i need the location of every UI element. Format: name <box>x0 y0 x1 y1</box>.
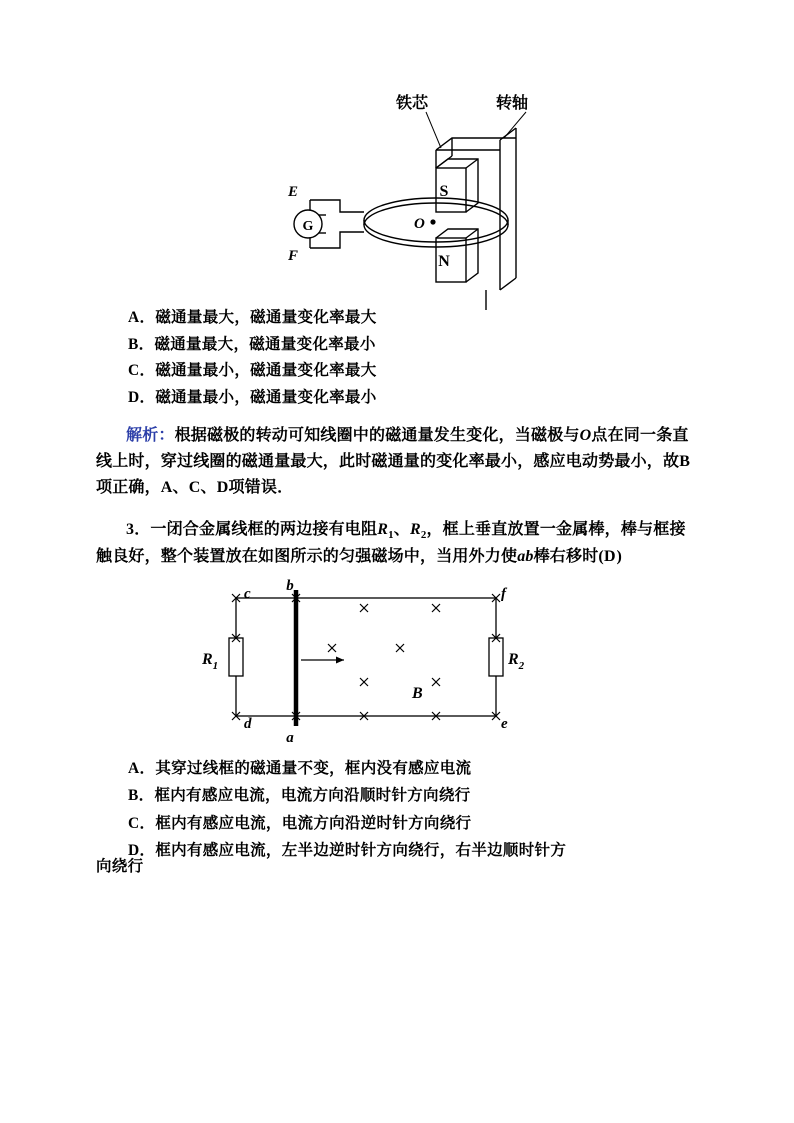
question3-r2-sub: 2 <box>420 528 427 541</box>
figure-loop-svg <box>96 576 696 751</box>
q3-option-b-label: B <box>128 787 139 805</box>
option-c-text: 磁通量最小，磁通量变化率最大 <box>155 362 377 379</box>
option-d: D．磁通量最小，磁通量变化率最小 <box>128 388 377 406</box>
analysis-o: O <box>579 427 592 444</box>
question3-text <box>96 517 696 570</box>
label-c-point: c <box>244 585 251 602</box>
q3-option-c: C．框内有感应电流，电流方向沿逆时针方向绕行 <box>128 814 472 832</box>
question3-options <box>96 761 696 875</box>
question3-text-d: ) <box>616 548 623 566</box>
q3-option-d: D．框内有感应电流，左半边逆时针方向绕行，右半边顺时针方 向绕行 <box>96 843 696 874</box>
label-a-point: a <box>286 729 294 746</box>
figure-loop <box>96 576 696 751</box>
center-dot <box>430 219 435 224</box>
analysis-tag: 解析： <box>126 427 175 444</box>
analysis-part2: 点在同一条直线上时，穿过线圈的磁通量最大，此时磁通量的变化率最小，感应电动势最小，故B项正确，A、C、D项错误． <box>96 427 691 496</box>
label-pole-n: N <box>438 253 450 270</box>
question3-r2: R <box>409 520 421 538</box>
label-b-point: b <box>286 577 294 594</box>
q3-option-a-text: 其穿过线框的磁通量不变，框内没有感应电流 <box>155 759 472 777</box>
option-b-label: B <box>128 335 139 353</box>
option-b: B．磁通量最大，磁通量变化率最小 <box>128 335 376 353</box>
question3-sep: 、 <box>393 520 410 538</box>
question3-dot: ． <box>134 520 151 538</box>
label-field-b: B <box>412 684 423 702</box>
q3-option-d-text: 框内有感应电流，左半边逆时针方向绕行，右半边顺时针方 <box>155 842 567 860</box>
q3-option-d-label: D <box>128 842 140 860</box>
label-r2: $R_2$ <box>508 650 525 672</box>
question3-number: 3 <box>126 520 135 538</box>
q3-option-b-text: 框内有感应电流，电流方向沿顺时针方向绕行 <box>154 787 471 805</box>
q3-option-a: A．其穿过线框的磁通量不变，框内没有感应电流 <box>128 759 472 777</box>
option-c-label: C <box>128 362 140 379</box>
label-terminal-f: F <box>288 248 299 264</box>
analysis-part1: 根据磁极的转动可知线圈中的磁通量发生变化，当磁极与 <box>174 427 580 444</box>
label-core: 铁芯 <box>396 95 429 112</box>
q3-option-d-text2: 向绕行 <box>96 857 144 875</box>
label-e-point: e <box>501 715 508 732</box>
question3-r1-sub: 1 <box>388 528 394 541</box>
option-a: A．磁通量最大，磁通量变化率最大 <box>128 309 377 326</box>
q3-option-a-label: A <box>128 759 140 777</box>
question3-text-c: 棒右移时( <box>533 548 604 566</box>
q3-option-c-text: 框内有感应电流，电流方向沿逆时针方向绕行 <box>155 814 472 832</box>
label-center-o: O <box>414 216 425 232</box>
question3-r1: R <box>377 520 389 538</box>
analysis-paragraph <box>96 423 696 501</box>
field-crosses <box>232 594 500 720</box>
label-f-point: f <box>501 585 506 602</box>
option-d-label: D <box>128 388 140 406</box>
galvanometer-icon: G <box>302 219 314 234</box>
option-a-label: A <box>128 309 140 326</box>
figure-generator <box>96 60 696 310</box>
question3-ab: ab <box>517 548 534 566</box>
question2-options <box>96 310 696 405</box>
q3-option-b: B．框内有感应电流，电流方向沿顺时针方向绕行 <box>128 787 471 805</box>
option-d-text: 磁通量最小，磁通量变化率最小 <box>155 388 377 406</box>
label-shaft: 转轴 <box>496 95 529 112</box>
label-pole-s: S <box>439 183 449 200</box>
option-b-text: 磁通量最大，磁通量变化率最小 <box>154 335 376 353</box>
label-d-point: d <box>244 715 252 732</box>
figure-generator-svg <box>96 60 696 310</box>
option-c: C．磁通量最小，磁通量变化率最大 <box>128 362 377 379</box>
question3-answer: D <box>603 548 617 566</box>
q3-option-c-label: C <box>128 814 140 832</box>
question3-text-b: ，框上垂直放置一金属棒，棒与框接触良好，整个装置放在如图所示的匀强磁场中，当用外力使 <box>96 520 686 566</box>
question3-text-a: 一闭合金属线框的两边接有电阻 <box>150 520 378 538</box>
label-r1: $R_1$ <box>202 650 219 672</box>
page-content <box>96 60 696 886</box>
option-a-text: 磁通量最大，磁通量变化率最大 <box>155 309 377 326</box>
label-terminal-e: E <box>288 184 299 200</box>
